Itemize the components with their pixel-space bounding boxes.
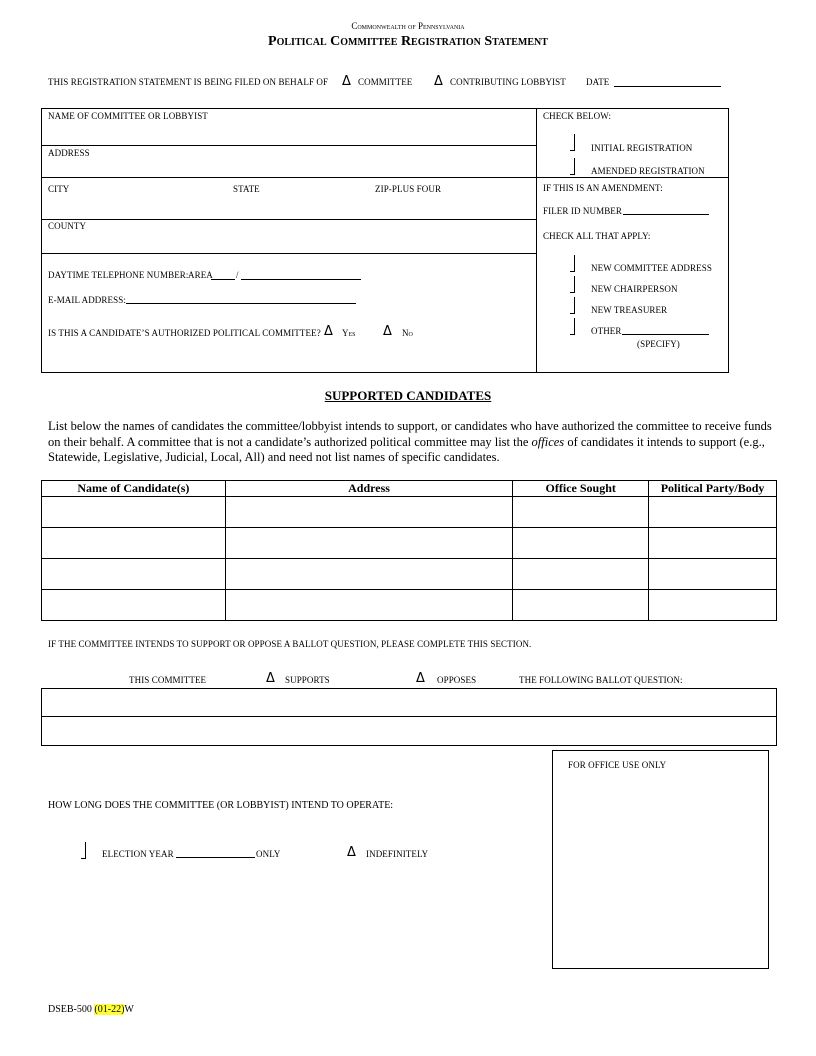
table-cell[interactable] [42,590,226,621]
committee-label: COMMITTEE [358,77,413,87]
phone-label: DAYTIME TELEPHONE NUMBER: [48,270,189,280]
table-cell[interactable] [42,528,226,559]
table-cell[interactable] [649,590,777,621]
new-address-checkbox[interactable] [570,255,575,272]
area-code-field[interactable] [211,279,235,280]
state-label: STATE [233,184,260,194]
no-label: No [402,328,413,338]
name-field[interactable] [48,124,532,142]
table-cell[interactable] [513,497,649,528]
opposes-checkbox[interactable]: Δ [416,671,425,686]
table-row [42,590,777,621]
this-committee-label: THIS COMMITTEE [129,675,207,685]
amendment-label: IF THIS IS AN AMENDMENT: [543,183,663,193]
new-treasurer-checkbox[interactable] [570,297,575,314]
other-checkbox[interactable] [570,318,575,335]
election-year-label: ELECTION YEAR [102,849,174,859]
form-id [48,1004,134,1015]
date-field[interactable] [614,86,721,87]
filer-id-label: FILER ID NUMBER [543,206,623,216]
form-number: DSEB-500 [48,1004,92,1015]
county-field[interactable] [48,233,532,250]
table-cell[interactable] [513,528,649,559]
candidate-question: IS THIS A CANDIDATE’S AUTHORIZED POLITICAL COMMITTEE? [48,328,321,338]
column-header: Office Sought [513,481,649,497]
yes-checkbox[interactable]: Δ [324,324,333,339]
amended-registration-checkbox[interactable] [570,158,575,175]
election-year-field[interactable] [176,857,255,858]
supported-heading: SUPPORTED CANDIDATES [324,388,492,403]
check-all-label: CHECK ALL THAT APPLY: [543,231,651,241]
new-chair-checkbox[interactable] [570,276,575,293]
supported-text-em: offices [531,434,565,449]
table-cell[interactable] [42,497,226,528]
committee-checkbox[interactable]: Δ [342,74,351,89]
city-label: CITY [48,184,70,194]
office-use-box [552,750,769,969]
yes-label: Yes [342,328,356,338]
initial-registration-label: INITIAL REGISTRATION [591,143,693,153]
column-header: Name of Candidate(s) [42,481,226,497]
only-label: ONLY [256,849,281,859]
election-year-checkbox[interactable] [81,842,86,859]
phone-number-field[interactable] [241,279,361,280]
table-cell[interactable] [225,497,513,528]
table-cell[interactable] [225,528,513,559]
address-label: ADDRESS [48,148,90,158]
table-cell[interactable] [649,559,777,590]
new-address-label: NEW COMMITTEE ADDRESS [591,263,712,273]
table-row [42,528,777,559]
phone-slash: / [236,270,239,280]
email-label: E-MAIL ADDRESS: [48,295,126,305]
revision-date: (01-22) [94,1004,125,1015]
lobbyist-checkbox[interactable]: Δ [434,74,443,89]
county-label: COUNTY [48,221,87,231]
zip-label: ZIP-PLUS FOUR [375,184,442,194]
table-cell[interactable] [513,590,649,621]
opposes-label: OPPOSES [437,675,477,685]
table-cell[interactable] [225,590,513,621]
table-cell[interactable] [225,559,513,590]
table-row [42,497,777,528]
table-cell[interactable] [42,559,226,590]
supports-label: SUPPORTS [285,675,330,685]
amended-registration-label: AMENDED REGISTRATION [591,166,705,176]
on-behalf-label: THIS REGISTRATION STATEMENT IS BEING FILED ON BEHALF OF [48,77,329,87]
table-row [42,559,777,590]
other-label: OTHER [591,326,622,336]
duration-question: HOW LONG DOES THE COMMITTEE (OR LOBBYIST) INTEND TO OPERATE: [48,800,394,811]
filer-id-field[interactable] [623,214,709,215]
area-label: AREA [188,270,213,280]
city-state-zip-field[interactable] [48,197,532,215]
other-field[interactable] [622,334,709,335]
page-title: Political Committee Registration Statement [268,34,548,49]
following-ballot-label: THE FOLLOWING BALLOT QUESTION: [519,675,683,685]
column-header: Address [225,481,513,497]
office-use-label: FOR OFFICE USE ONLY [568,760,667,770]
table-cell[interactable] [649,528,777,559]
ballot-question-field[interactable] [41,688,777,746]
email-field[interactable] [126,303,356,304]
column-header: Political Party/Body [649,481,777,497]
no-checkbox[interactable]: Δ [383,324,392,339]
candidates-table [41,480,777,621]
supported-text-2: of candidates it intends to support (e.g., Statewide, Legislative, Judicial, Local, All) and need not list names of specific candidates. [48,434,765,464]
name-label: NAME OF COMMITTEE OR LOBBYIST [48,111,208,121]
commonwealth-heading: Commonwealth of Pennsylvania [351,21,465,31]
supports-checkbox[interactable]: Δ [266,671,275,686]
check-below-label: CHECK BELOW: [543,111,612,121]
table-cell[interactable] [649,497,777,528]
indefinitely-label: INDEFINITELY [366,849,429,859]
supported-text-1: List below the names of candidates the committee/lobbyist intends to support, or candidates who have authorized the committee to receive funds on their behalf. A committee that is not a candidate’s authorized political committee may list the [48,419,772,449]
table-cell[interactable] [513,559,649,590]
initial-registration-checkbox[interactable] [570,134,575,151]
specify-label: (SPECIFY) [637,339,680,349]
indefinitely-checkbox[interactable]: Δ [347,845,356,860]
new-chair-label: NEW CHAIRPERSON [591,284,678,294]
ballot-intro: IF THE COMMITTEE INTENDS TO SUPPORT OR OPPOSE A BALLOT QUESTION, PLEASE COMPLETE THIS SECTION. [48,639,532,649]
form-suffix: W [124,1004,134,1015]
supported-instructions [48,419,772,466]
address-field[interactable] [48,160,532,175]
new-treasurer-label: NEW TREASURER [591,305,668,315]
date-label: DATE [586,77,610,87]
lobbyist-label: CONTRIBUTING LOBBYIST [450,77,566,87]
